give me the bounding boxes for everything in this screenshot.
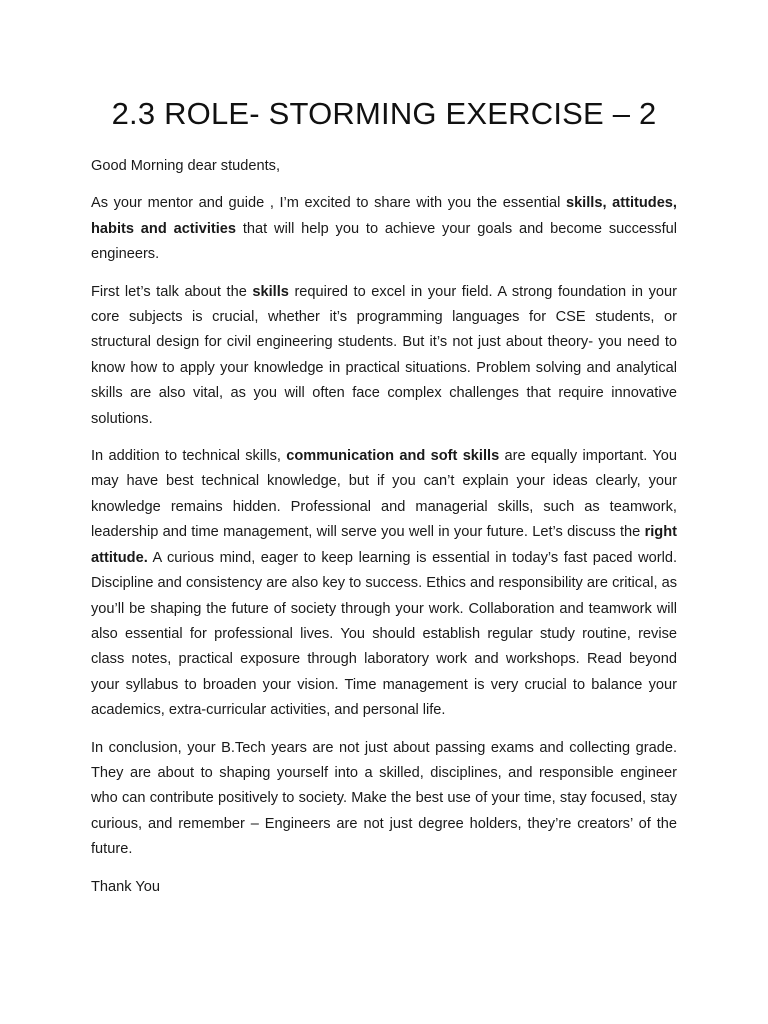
closing-text: Thank You	[91, 878, 160, 895]
skills-text-a: First let’s talk about the	[91, 283, 253, 300]
soft-text-c: are equally important. You may have best technical knowledge, but if you can’t explain your ideas clearly, your knowledge remains hidden. Professional and managerial skills, such as teamwork, leadership and time management, will serve you well in your future. Let’s discuss the	[91, 448, 678, 541]
intro-bold-skills: skills, attitudes, habits and activities	[91, 195, 677, 237]
intro-text-a: As your mentor and guide , I’m excited to share with you the essential	[91, 195, 566, 212]
paragraph-soft-skills	[91, 444, 677, 723]
soft-bold-communication: communication and soft skills	[286, 448, 500, 465]
skills-bold-term: skills	[252, 283, 289, 300]
intro-text-c: that will help you to achieve your goals and become successful engineers.	[91, 220, 677, 263]
soft-text-a: In addition to technical skills,	[91, 448, 287, 465]
conclusion-text: In conclusion, your B.Tech years are not just about passing exams and collecting grade. They are about to shaping yourself into a skilled, disciplines, and responsible engineer who can contribute positively to society. Make the best use of your time, stay focused, stay curious, and remember – Engineers are not just degree holders, they’re creators’ of the future.	[91, 739, 677, 858]
paragraph-conclusion	[91, 736, 677, 863]
paragraph-intro	[91, 191, 677, 267]
page-title: 2.3 ROLE- STORMING EXERCISE – 2	[111, 96, 657, 131]
soft-bold-attitude: right attitude.	[91, 524, 677, 566]
closing-paragraph	[91, 875, 677, 900]
greeting-text: Good Morning dear students,	[91, 158, 281, 174]
skills-text-c: required to excel in your field. A strong foundation in your core subjects is crucial, whether it’s programming languages for CSE students, or structural design for civil engineering students. But it’s not just about theory- you need to know how to apply your knowledge in practical situations. Problem solving and analytical skills are also vital, as you will often face complex challenges that require innovative solutions.	[91, 283, 677, 427]
paragraph-skills	[91, 280, 677, 432]
soft-text-e: A curious mind, eager to keep learning is essential in today’s fast paced world. Discipline and consistency are also key to success. Ethics and responsibility are critical, as you’ll be shaping the future of society through your work. Collaboration and teamwork will also essential for professional lives. You should establish regular study routine, revise class notes, practical exposure through laboratory work and workshops. Read beyond your syllabus to broaden your vision. Time management is very crucial to balance your academics, extra-curricular activities, and personal life.	[91, 549, 677, 719]
greeting-paragraph	[91, 154, 677, 179]
